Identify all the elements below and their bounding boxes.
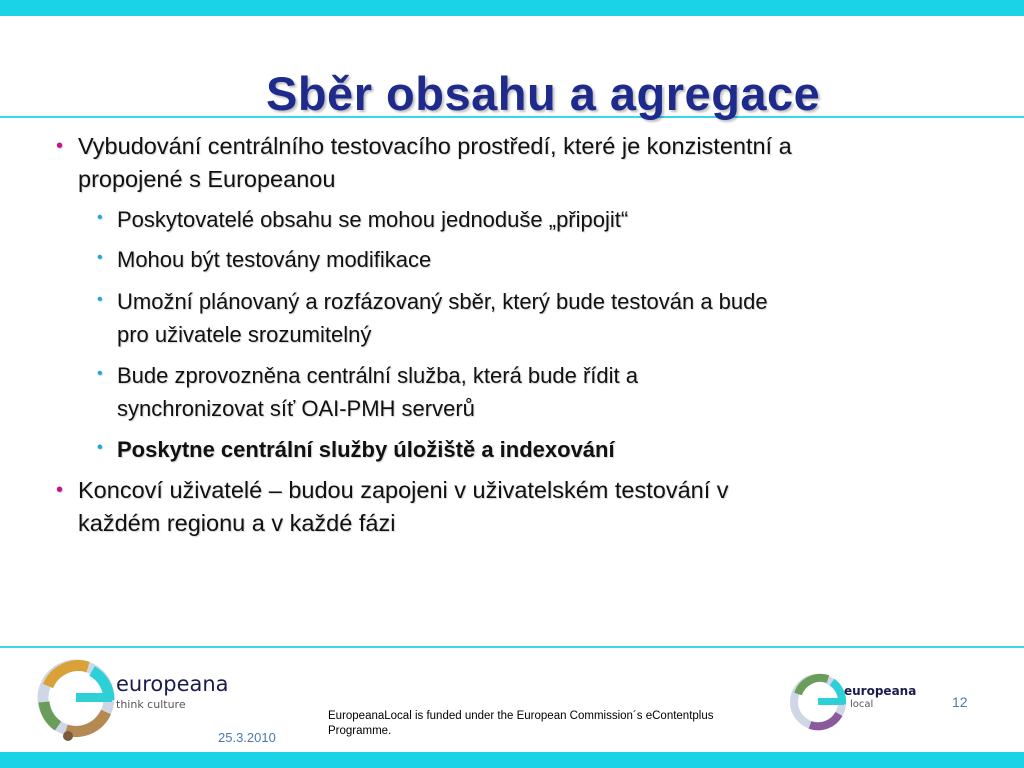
sub-bullet-item: [97, 433, 987, 466]
sub-bullet-dot-icon: •: [97, 209, 103, 226]
bullet-line: Umožní plánovaný a rozfázovaný sběr, který bude testován a bude: [117, 289, 768, 314]
sub-bullet-dot-icon: •: [97, 291, 103, 308]
sub-bullet-dot-icon: •: [97, 249, 103, 266]
europeana-logo: [36, 656, 229, 746]
logo-tagline: think culture: [116, 698, 186, 711]
europeana-local-logo-mark: [790, 668, 900, 736]
bullet-line: každém regionu a v každé fázi: [78, 510, 396, 536]
europeana-local-logo: [790, 668, 917, 736]
bullet-line: pro uživatele srozumitelný: [117, 322, 372, 347]
footer-divider: [0, 646, 1024, 648]
sub-bullet-item: [97, 285, 987, 351]
bullet-line: propojené s Europeanou: [78, 166, 336, 192]
bullet-dot-icon: •: [56, 479, 64, 501]
logo-wordmark: europeana: [116, 672, 229, 696]
bullet-item: [56, 130, 988, 196]
sub-bullet-item: [97, 359, 987, 425]
slide-title: Sběr obsahu a agregace: [266, 67, 821, 120]
sub-bullet-item: [97, 203, 987, 236]
sub-bullet-dot-icon: •: [97, 439, 103, 456]
bullet-dot-icon: •: [56, 135, 64, 157]
sub-bullet-dot-icon: •: [97, 365, 103, 382]
bullet-line: Bude zprovozněna centrální služba, která bude řídit a: [117, 363, 638, 388]
bullet-item: [56, 474, 988, 540]
funding-note: EuropeanaLocal is funded under the European Commission´s eContentplus Programme.: [328, 710, 714, 737]
bullet-line: Koncoví uživatelé – budou zapojeni v uživatelském testování v: [78, 477, 729, 503]
bullet-line: Poskytovatelé obsahu se mohou jednoduše „připojit“: [117, 207, 629, 232]
bullet-line: Poskytne centrální služby úložiště a indexování: [117, 437, 615, 462]
bullet-line: Mohou být testovány modifikace: [117, 247, 432, 272]
bullet-line: synchronizovat síť OAI-PMH serverů: [117, 396, 475, 421]
slide-date: 25.3.2010: [218, 730, 276, 745]
logo-wordmark: europeana: [844, 684, 917, 698]
logo-tagline: local: [850, 699, 874, 710]
sub-bullet-item: [97, 243, 987, 276]
bottom-accent-bar: [0, 752, 1024, 768]
page-number: 12: [952, 694, 968, 710]
bullet-line: Vybudování centrálního testovacího prostředí, které je konzistentní a: [78, 133, 792, 159]
